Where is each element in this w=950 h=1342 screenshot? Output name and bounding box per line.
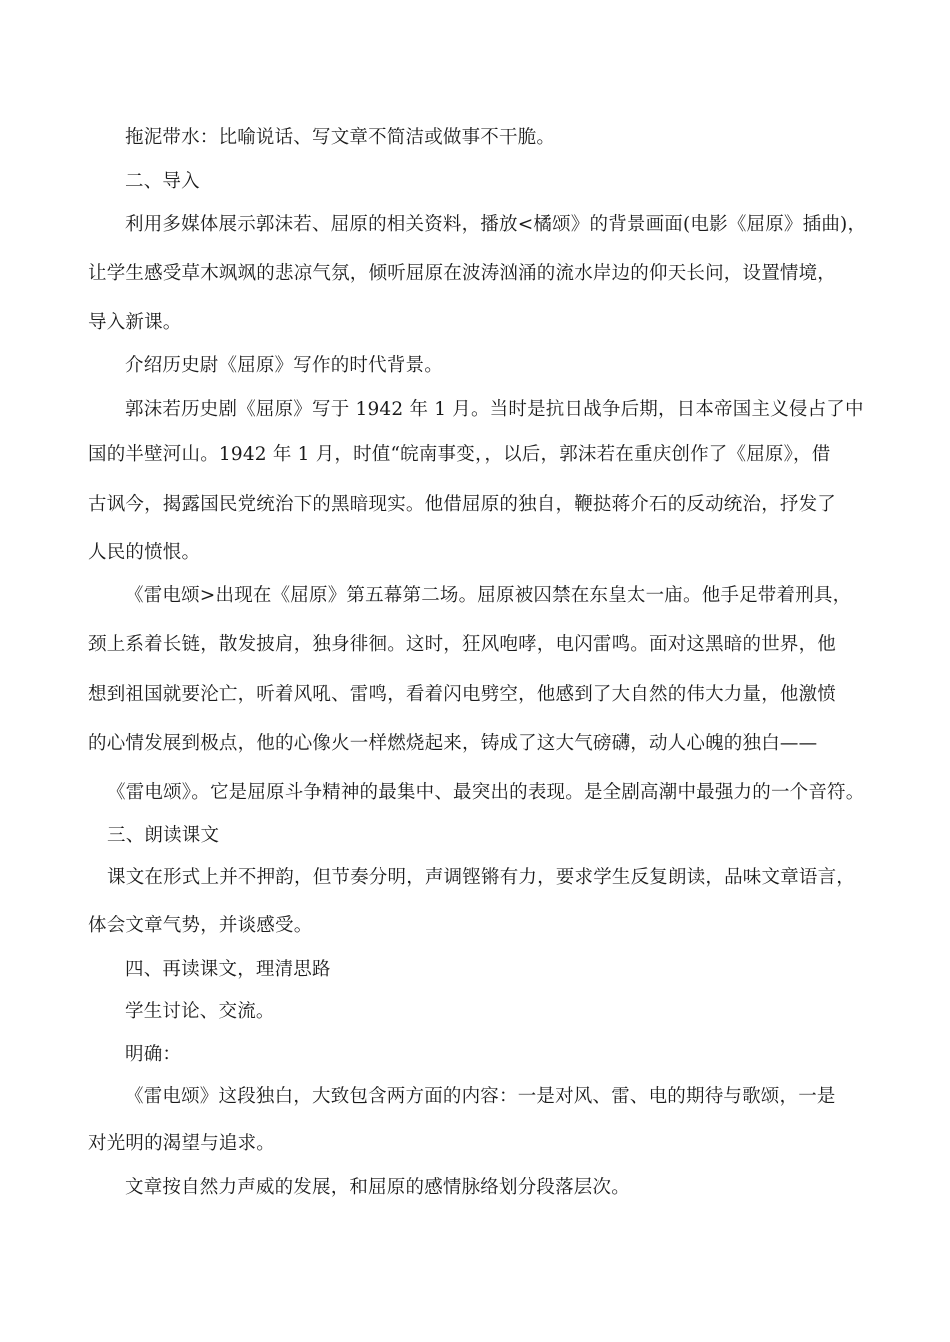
paragraph-line: 课文在形式上并不押韵，但节奏分明，声调铿锵有力，要求学生反复朗读，品味文章语言， (107, 867, 856, 888)
section-heading-reading: 三、朗读课文 (107, 825, 220, 846)
paragraph-line: 介绍历史尉《屈原》写作的时代背景。 (125, 355, 443, 376)
paragraph-line: 导入新课。 (88, 312, 182, 333)
definition-line: 拖泥带水：比喻说话、写文章不简洁或做事不干脆。 (125, 127, 556, 148)
paragraph-line: 郭沫若历史剧《屈原》写于 1942 年 1 月。当时是抗日战争后期，日本帝国主义侵占了中 (125, 399, 864, 420)
paragraph-line: 《雷电颂>出现在《屈原》第五幕第二场。屈原被囚禁在东皇太一庙。他手足带着刑具， (125, 585, 852, 606)
paragraph-line: 明确： (125, 1044, 182, 1065)
paragraph-line: 体会文章气势，并谈感受。 (88, 915, 313, 936)
paragraph-line: 古讽今，揭露国民党统治下的黑暗现实。他借屈原的独自，鞭挞蒋介石的反动统治，抒发了 (88, 494, 837, 515)
paragraph-line: 颈上系着长链，散发披肩，独身徘徊。这时，狂风咆哮，电闪雷鸣。面对这黑暗的世界，他 (88, 634, 837, 655)
paragraph-line: 人民的愤恨。 (88, 542, 201, 563)
paragraph-line: 《雷电颂》。它是屈原斗争精神的最集中、最突出的表现。是全剧高潮中最强力的一个音符。 (107, 782, 865, 803)
section-heading-reread: 四、再读课文，理清思路 (125, 959, 331, 980)
paragraph-line: 让学生感受草木飒飒的悲凉气氛，倾听屈原在波涛汹涌的流水岸边的仰天长问，设置情境， (88, 263, 837, 284)
paragraph-line: 国的半壁河山。1942 年 1 月，时值“皖南事变，，以后，郭沫若在重庆创作了《屈原》，借 (88, 444, 831, 465)
paragraph-line: 的心情发展到极点，他的心像火一样燃烧起来，铸成了这大气磅礴，动人心魄的独白—— (88, 733, 818, 754)
section-heading-intro: 二、导入 (125, 171, 200, 192)
paragraph-line: 文章按自然力声威的发展，和屈原的感情脉络划分段落层次。 (125, 1177, 630, 1198)
paragraph-line: 学生讨论、交流。 (125, 1001, 275, 1022)
paragraph-line: 想到祖国就要沦亡，听着风吼、雷鸣，看着闪电劈空，他感到了大自然的伟大力量，他激愤 (88, 684, 837, 705)
paragraph-line: 《雷电颂》这段独白，大致包含两方面的内容：一是对风、雷、电的期待与歌颂，一是 (125, 1086, 836, 1107)
paragraph-line: 利用多媒体展示郭沫若、屈原的相关资料，播放<橘颂》的背景画面(电影《屈原》插曲)， (125, 214, 867, 235)
paragraph-line: 对光明的渴望与追求。 (88, 1133, 276, 1154)
